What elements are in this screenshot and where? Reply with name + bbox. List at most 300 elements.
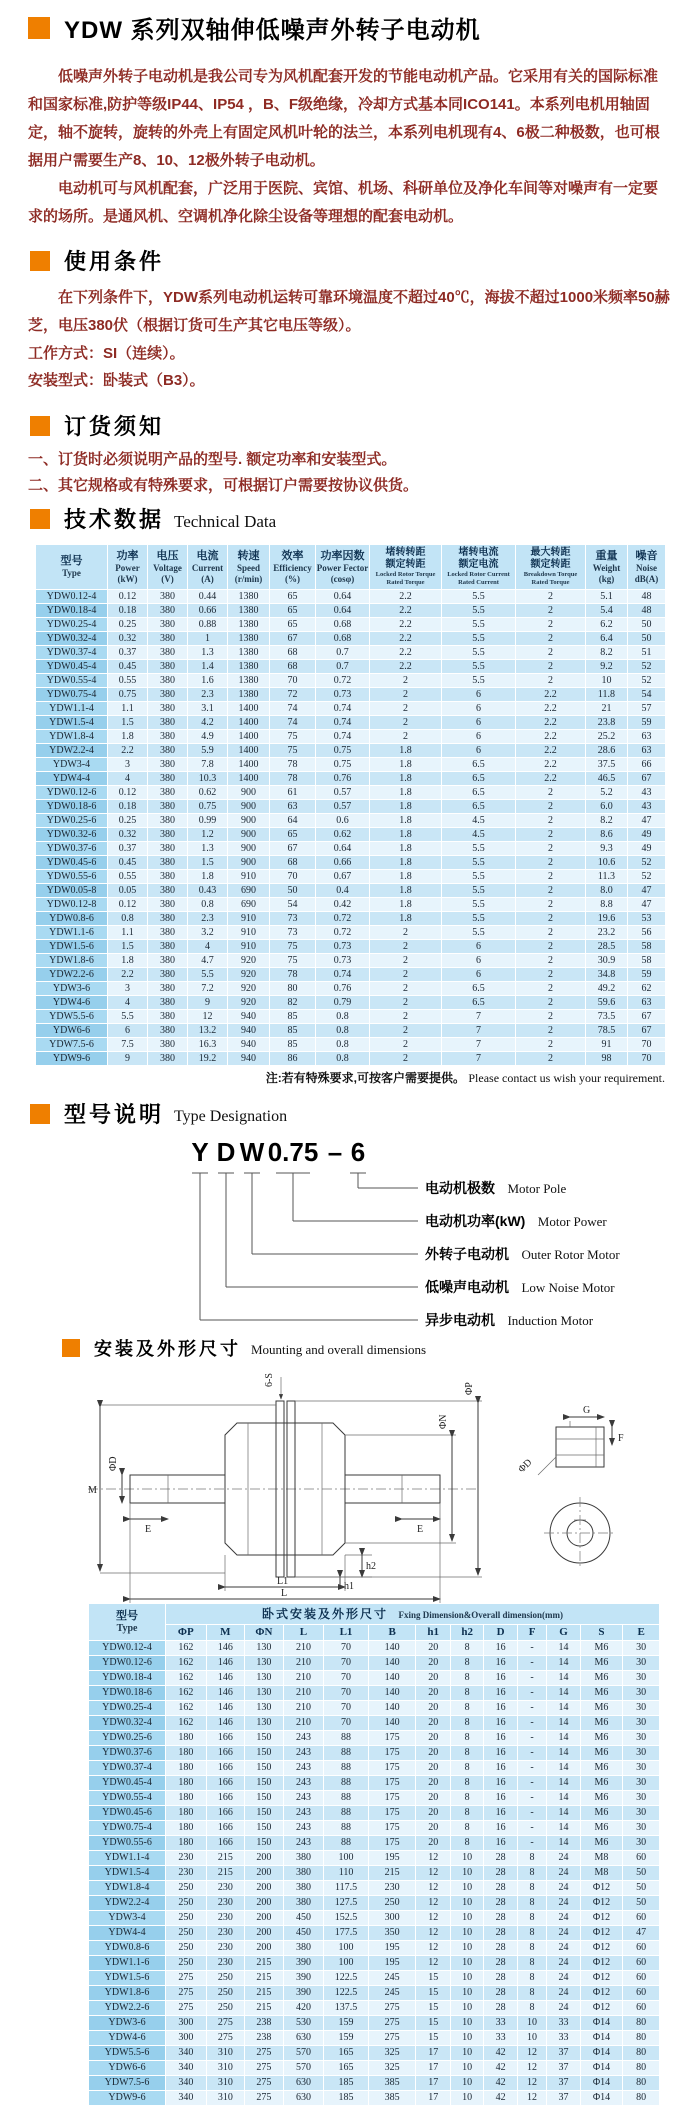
value-cell: 30 (623, 1761, 660, 1776)
value-cell: 30 (623, 1806, 660, 1821)
code-char-power: 0.75 (267, 1137, 319, 1167)
column-header: 堵转电流 额定电流 Locked Rotor Current Rated Current (442, 545, 516, 590)
value-cell: 0.72 (316, 912, 370, 926)
value-cell: 28 (484, 1986, 517, 2001)
value-cell: - (517, 1656, 546, 1671)
value-cell: Φ12 (580, 1896, 623, 1911)
value-cell: 67 (270, 632, 316, 646)
value-cell: 4.2 (188, 716, 228, 730)
value-cell: M6 (580, 1716, 623, 1731)
value-cell: 14 (547, 1821, 580, 1836)
value-cell: 28.6 (586, 744, 628, 758)
value-cell: 275 (206, 2031, 245, 2046)
value-cell: 380 (283, 1866, 324, 1881)
value-cell: 250 (206, 1971, 245, 1986)
value-cell: 2 (516, 660, 586, 674)
value-cell: 230 (206, 1881, 245, 1896)
table-row (89, 1956, 660, 1971)
label-cn: 电动机功率(kW) (425, 1213, 526, 1229)
value-cell: 250 (166, 1881, 207, 1896)
table-row (36, 618, 666, 632)
value-cell: 1400 (228, 702, 270, 716)
value-cell: 0.45 (108, 660, 148, 674)
value-cell: 122.5 (324, 1986, 369, 2001)
value-cell: M6 (580, 1686, 623, 1701)
column-header: ΦN (245, 1625, 284, 1641)
value-cell: 12 (517, 2091, 546, 2106)
value-cell: 2.2 (370, 632, 442, 646)
value-cell: 7.8 (188, 758, 228, 772)
value-cell: 150 (245, 1776, 284, 1791)
table-row (89, 1641, 660, 1656)
value-cell: 243 (283, 1761, 324, 1776)
value-cell: 275 (245, 2061, 284, 2076)
type-cell: YDW1.5-6 (36, 940, 108, 954)
type-cell: YDW2.2-4 (36, 744, 108, 758)
value-cell: 52 (628, 674, 666, 688)
value-cell: 380 (283, 1941, 324, 1956)
value-cell: 33 (547, 2031, 580, 2046)
ordering-title: 订货须知 (64, 414, 165, 439)
value-cell: 5.5 (442, 912, 516, 926)
value-cell: 1.8 (370, 772, 442, 786)
table-row (89, 1836, 660, 1851)
value-cell: 52 (628, 870, 666, 884)
value-cell: 88 (324, 1776, 369, 1791)
value-cell: 16 (484, 1641, 517, 1656)
column-header: S (580, 1625, 623, 1641)
column-header: L (283, 1625, 324, 1641)
value-cell: 245 (368, 1986, 416, 2001)
value-cell: 9 (108, 1052, 148, 1066)
value-cell: 7 (442, 1024, 516, 1038)
value-cell: 275 (166, 2001, 207, 2016)
value-cell: 0.74 (316, 716, 370, 730)
value-cell: 8.2 (586, 646, 628, 660)
value-cell: 8 (517, 2001, 546, 2016)
value-cell: 5.5 (188, 968, 228, 982)
value-cell: 6 (442, 954, 516, 968)
value-cell: 10 (450, 1926, 483, 1941)
value-cell: 28 (484, 1956, 517, 1971)
dim-g: G (583, 1405, 591, 1416)
value-cell: 63 (628, 996, 666, 1010)
value-cell: 88 (324, 1806, 369, 1821)
value-cell: 195 (368, 1956, 416, 1971)
value-cell: 49 (628, 828, 666, 842)
value-cell: 180 (166, 1776, 207, 1791)
value-cell: 24 (547, 1986, 580, 2001)
value-cell: 2 (370, 702, 442, 716)
value-cell: 47 (628, 898, 666, 912)
value-cell: 275 (245, 2076, 284, 2091)
value-cell: 88 (324, 1746, 369, 1761)
value-cell: 3 (108, 982, 148, 996)
value-cell: 0.73 (316, 688, 370, 702)
type-cell: YDW2.2-6 (36, 968, 108, 982)
value-cell: 14 (547, 1656, 580, 1671)
value-cell: 20 (416, 1791, 450, 1806)
value-cell: 67 (628, 1024, 666, 1038)
value-cell: 30 (623, 1671, 660, 1686)
value-cell: 28 (484, 1941, 517, 1956)
value-cell: 380 (283, 1851, 324, 1866)
value-cell: 20 (416, 1731, 450, 1746)
value-cell: 130 (245, 1656, 284, 1671)
designation-label-outer-rotor (425, 1244, 620, 1264)
outline-drawing (0, 1361, 700, 1603)
value-cell: 2 (516, 1024, 586, 1038)
value-cell: 3.2 (188, 926, 228, 940)
value-cell: 74 (270, 702, 316, 716)
value-cell: 5.5 (442, 926, 516, 940)
value-cell: 122.5 (324, 1971, 369, 1986)
value-cell: 5.9 (188, 744, 228, 758)
value-cell: 80 (623, 2076, 660, 2091)
value-cell: 64 (270, 814, 316, 828)
value-cell: 200 (245, 1851, 284, 1866)
value-cell: 940 (228, 1052, 270, 1066)
value-cell: 16 (484, 1686, 517, 1701)
value-cell: - (517, 1761, 546, 1776)
value-cell: 0.74 (316, 702, 370, 716)
designation-title-cn: 型号说明 (64, 1102, 165, 1127)
value-cell: 10 (450, 1881, 483, 1896)
value-cell: 17 (416, 2091, 450, 2106)
value-cell: 24 (547, 1896, 580, 1911)
value-cell: 1400 (228, 730, 270, 744)
value-cell: 88 (324, 1821, 369, 1836)
value-cell: 10 (450, 1911, 483, 1926)
value-cell: 110 (324, 1866, 369, 1881)
value-cell: 0.42 (316, 898, 370, 912)
value-cell: 70 (324, 1671, 369, 1686)
value-cell: 185 (324, 2076, 369, 2091)
value-cell: 42 (484, 2046, 517, 2061)
value-cell: 30 (623, 1731, 660, 1746)
table-row (36, 660, 666, 674)
type-cell: YDW0.37-4 (36, 646, 108, 660)
value-cell: 73 (270, 926, 316, 940)
value-cell: 5.5 (442, 898, 516, 912)
value-cell: 146 (206, 1686, 245, 1701)
value-cell: 16 (484, 1701, 517, 1716)
value-cell: 37 (547, 2076, 580, 2091)
value-cell: 14 (547, 1806, 580, 1821)
dim-l1: L1 (277, 1576, 289, 1587)
table-row (36, 884, 666, 898)
value-cell: 33 (547, 2016, 580, 2031)
value-cell: 5.4 (586, 604, 628, 618)
value-cell: 8 (517, 1926, 546, 1941)
value-cell: - (517, 1701, 546, 1716)
value-cell: 80 (623, 2046, 660, 2061)
value-cell: 200 (245, 1896, 284, 1911)
value-cell: 275 (368, 2016, 416, 2031)
value-cell: 0.62 (316, 828, 370, 842)
type-cell: YDW9-6 (89, 2091, 166, 2106)
type-cell: YDW0.37-6 (89, 1746, 166, 1761)
value-cell: 2 (516, 912, 586, 926)
value-cell: 8.6 (586, 828, 628, 842)
value-cell: 43 (628, 786, 666, 800)
value-cell: 14 (547, 1776, 580, 1791)
orange-square-icon (30, 1104, 50, 1124)
value-cell: 175 (368, 1836, 416, 1851)
value-cell: M6 (580, 1671, 623, 1686)
intro-paragraph-2: 电动机可与风机配套，广泛用于医院、宾馆、机场、科研单位及净化车间等对噪声有一定要求的场所。是通风机、空调机净化除尘设备等理想的配套电动机。 (28, 180, 659, 225)
value-cell: 80 (623, 2061, 660, 2076)
value-cell: 0.44 (188, 590, 228, 604)
value-cell: 150 (245, 1821, 284, 1836)
value-cell: 10 (517, 2031, 546, 2046)
value-cell: 146 (206, 1716, 245, 1731)
value-cell: 16 (484, 1836, 517, 1851)
value-cell: 130 (245, 1671, 284, 1686)
value-cell: Φ12 (580, 2001, 623, 2016)
value-cell: 2.2 (370, 604, 442, 618)
value-cell: 380 (148, 758, 188, 772)
column-header: 电压 Voltage (V) (148, 545, 188, 590)
value-cell: 940 (228, 1010, 270, 1024)
type-cell: YDW0.37-4 (89, 1761, 166, 1776)
value-cell: 195 (368, 1941, 416, 1956)
value-cell: 162 (166, 1656, 207, 1671)
value-cell: 0.45 (108, 856, 148, 870)
value-cell: 238 (245, 2031, 284, 2046)
value-cell: 162 (166, 1641, 207, 1656)
value-cell: 2 (516, 856, 586, 870)
value-cell: 65 (270, 590, 316, 604)
value-cell: 690 (228, 898, 270, 912)
table-row (36, 786, 666, 800)
ordering-section-heading (30, 410, 700, 441)
value-cell: 88 (324, 1791, 369, 1806)
value-cell: Φ14 (580, 2091, 623, 2106)
value-cell: 900 (228, 814, 270, 828)
value-cell: 8 (517, 1971, 546, 1986)
table-row (89, 1896, 660, 1911)
table-row (36, 744, 666, 758)
value-cell: 140 (368, 1716, 416, 1731)
value-cell: 238 (245, 2016, 284, 2031)
value-cell: 166 (206, 1806, 245, 1821)
type-cell: YDW1.1-6 (36, 926, 108, 940)
value-cell: 15 (416, 1971, 450, 1986)
column-header: 效率 Efficiency (%) (270, 545, 316, 590)
table-row (89, 1971, 660, 1986)
value-cell: 2 (516, 786, 586, 800)
value-cell: 1.2 (188, 828, 228, 842)
value-cell: 8 (450, 1641, 483, 1656)
value-cell: 1.8 (370, 758, 442, 772)
value-cell: 65 (270, 828, 316, 842)
value-cell: 162 (166, 1686, 207, 1701)
value-cell: 6.5 (442, 758, 516, 772)
value-cell: 1380 (228, 618, 270, 632)
value-cell: - (517, 1731, 546, 1746)
value-cell: 24 (547, 1851, 580, 1866)
value-cell: 310 (206, 2046, 245, 2061)
value-cell: 0.55 (108, 870, 148, 884)
value-cell: 17 (416, 2046, 450, 2061)
value-cell: 4 (188, 940, 228, 954)
type-designation-diagram (0, 1133, 700, 1329)
value-cell: 59.6 (586, 996, 628, 1010)
table-row (89, 1716, 660, 1731)
value-cell: 2 (370, 730, 442, 744)
value-cell: 5.2 (586, 786, 628, 800)
value-cell: 6.5 (442, 982, 516, 996)
value-cell: 1.1 (108, 926, 148, 940)
type-cell: YDW0.45-6 (36, 856, 108, 870)
table-row (89, 1686, 660, 1701)
value-cell: 6 (442, 688, 516, 702)
value-cell: 30 (623, 1641, 660, 1656)
designation-label-low-noise (425, 1277, 615, 1297)
value-cell: 380 (148, 632, 188, 646)
value-cell: 180 (166, 1821, 207, 1836)
value-cell: 12 (416, 1851, 450, 1866)
type-cell: YDW3-4 (89, 1911, 166, 1926)
code-char-w: W (239, 1137, 265, 1167)
value-cell: 1.5 (108, 940, 148, 954)
value-cell: 51 (628, 646, 666, 660)
value-cell: 1380 (228, 604, 270, 618)
value-cell: 67 (628, 1010, 666, 1024)
value-cell: 10 (450, 1896, 483, 1911)
value-cell: 8.0 (586, 884, 628, 898)
table-row (36, 1038, 666, 1052)
value-cell: 2 (516, 996, 586, 1010)
value-cell: 2 (516, 940, 586, 954)
value-cell: 52 (628, 660, 666, 674)
value-cell: M6 (580, 1656, 623, 1671)
value-cell: M8 (580, 1851, 623, 1866)
value-cell: 2 (370, 716, 442, 730)
table-row (89, 2016, 660, 2031)
value-cell: 6.0 (586, 800, 628, 814)
value-cell: 2 (370, 926, 442, 940)
value-cell: 2.2 (516, 772, 586, 786)
table-note-en: Please contact us wish your requirement. (468, 1071, 665, 1085)
value-cell: 0.68 (316, 632, 370, 646)
value-cell: 88 (324, 1731, 369, 1746)
value-cell: 210 (283, 1686, 324, 1701)
value-cell: 2 (370, 940, 442, 954)
table-row (89, 1881, 660, 1896)
value-cell: 14 (547, 1716, 580, 1731)
value-cell: 20 (416, 1746, 450, 1761)
value-cell: 0.12 (108, 786, 148, 800)
table-row (89, 1911, 660, 1926)
value-cell: 210 (283, 1671, 324, 1686)
value-cell: 12 (517, 2046, 546, 2061)
value-cell: 66 (628, 758, 666, 772)
type-cell: YDW5.5-6 (89, 2046, 166, 2061)
value-cell: 10 (450, 2031, 483, 2046)
value-cell: 0.8 (316, 1038, 370, 1052)
value-cell: 58 (628, 940, 666, 954)
value-cell: 7 (442, 1038, 516, 1052)
type-cell: YDW0.25-4 (36, 618, 108, 632)
value-cell: 5.5 (442, 884, 516, 898)
value-cell: 250 (166, 1911, 207, 1926)
value-cell: 300 (368, 1911, 416, 1926)
value-cell: 4.5 (442, 814, 516, 828)
value-cell: 166 (206, 1821, 245, 1836)
value-cell: 28 (484, 1971, 517, 1986)
value-cell: 75 (270, 744, 316, 758)
value-cell: 250 (206, 2001, 245, 2016)
value-cell: 2.2 (108, 744, 148, 758)
value-cell: 310 (206, 2061, 245, 2076)
value-cell: 150 (245, 1761, 284, 1776)
value-cell: 28 (484, 1896, 517, 1911)
value-cell: 0.74 (316, 968, 370, 982)
value-cell: 380 (148, 646, 188, 660)
value-cell: 7 (442, 1010, 516, 1024)
value-cell: - (517, 1746, 546, 1761)
value-cell: 210 (283, 1716, 324, 1731)
value-cell: 80 (623, 2091, 660, 2106)
value-cell: 920 (228, 954, 270, 968)
value-cell: 920 (228, 968, 270, 982)
value-cell: 8 (450, 1731, 483, 1746)
type-cell: YDW0.25-4 (89, 1701, 166, 1716)
table-row (89, 1761, 660, 1776)
type-cell: YDW0.18-4 (36, 604, 108, 618)
page-title: YDW 系列双轴伸低噪声外转子电动机 (64, 17, 481, 44)
value-cell: 5.5 (442, 618, 516, 632)
column-header: 转速 Speed (r/min) (228, 545, 270, 590)
type-cell: YDW4-4 (89, 1926, 166, 1941)
value-cell: 0.88 (188, 618, 228, 632)
type-cell: YDW0.12-8 (36, 898, 108, 912)
value-cell: 900 (228, 828, 270, 842)
value-cell: 900 (228, 786, 270, 800)
value-cell: 46.5 (586, 772, 628, 786)
value-cell: 215 (368, 1866, 416, 1881)
table-row (36, 632, 666, 646)
value-cell: 117.5 (324, 1881, 369, 1896)
value-cell: 215 (206, 1851, 245, 1866)
value-cell: 85 (270, 1024, 316, 1038)
value-cell: 215 (245, 1971, 284, 1986)
value-cell: 2.2 (516, 716, 586, 730)
orange-square-icon (30, 251, 50, 271)
value-cell: 80 (270, 982, 316, 996)
value-cell: 7 (442, 1052, 516, 1066)
value-cell: 24 (547, 2001, 580, 2016)
value-cell: 19.2 (188, 1052, 228, 1066)
table-note-cn: 注:若有特殊要求,可按客户需要提供。 (265, 1071, 466, 1085)
value-cell: 390 (283, 1971, 324, 1986)
table-row (89, 1731, 660, 1746)
value-cell: Φ14 (580, 2016, 623, 2031)
value-cell: 11.8 (586, 688, 628, 702)
value-cell: - (517, 1776, 546, 1791)
type-cell: YDW0.45-4 (36, 660, 108, 674)
value-cell: 4.7 (188, 954, 228, 968)
value-cell: Φ12 (580, 1971, 623, 1986)
value-cell: 450 (283, 1926, 324, 1941)
value-cell: 380 (148, 772, 188, 786)
value-cell: 5.5 (442, 660, 516, 674)
table-row (36, 912, 666, 926)
type-cell: YDW9-6 (36, 1052, 108, 1066)
column-header: 功率因数 Power Fector (cosφ) (316, 545, 370, 590)
